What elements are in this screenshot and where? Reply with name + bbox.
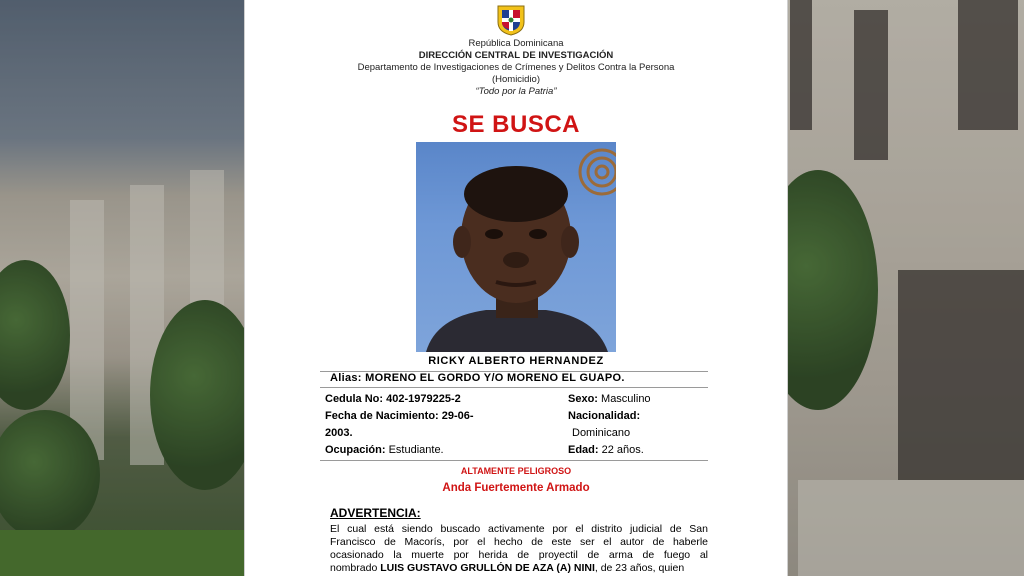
national-seal-icon	[494, 2, 528, 36]
danger-level: ALTAMENTE PELIGROSO	[460, 466, 572, 476]
birthdate-value: 29-06-	[441, 410, 474, 422]
alias-label: Alias:	[330, 372, 362, 384]
alias-value: MORENO EL GORDO Y/O MORENO EL GUAPO.	[365, 372, 625, 384]
advertencia-text-post: , de 23 años, quien	[594, 562, 685, 574]
sex-field	[568, 393, 651, 405]
suspect-photo	[416, 142, 616, 352]
header-agency: DIRECCIÓN CENTRAL DE INVESTIGACIÓN	[418, 50, 614, 61]
occupation-value: Estudiante.	[388, 444, 444, 456]
poster-title: SE BUSCA	[451, 111, 581, 138]
advertencia-text-pre: nombrado	[330, 562, 378, 574]
birthdate-year	[325, 427, 353, 439]
age-value: 22 años.	[601, 444, 644, 456]
divider	[320, 371, 708, 372]
header-department: Departamento de Investigaciones de Crímenes y Delitos Contra la Persona	[357, 62, 675, 73]
sex-value: Masculino	[601, 393, 651, 405]
nationality-value: Dominicano	[572, 427, 631, 439]
alias-row	[330, 372, 625, 384]
window	[854, 10, 888, 160]
header-division: (Homicidio)	[491, 74, 541, 85]
entrance-steps	[798, 480, 1024, 576]
background-photo-left	[0, 0, 244, 576]
building-pillar	[190, 170, 224, 470]
age-field	[568, 444, 644, 456]
divider	[320, 460, 708, 461]
birthdate-field	[325, 410, 474, 422]
suspect-name: RICKY ALBERTO HERNANDEZ	[428, 355, 604, 367]
suspect-portrait	[416, 142, 616, 352]
header-motto: “Todo por la Patria”	[475, 86, 557, 97]
window	[958, 0, 1018, 130]
advertencia-text-line: Francisco de Macorís, por el hecho de este ser el autor de haberle	[330, 536, 708, 548]
birthdate-label: Fecha de Nacimiento:	[325, 410, 439, 422]
divider	[320, 387, 708, 388]
cedula-field	[325, 393, 461, 405]
nationality-value-row	[572, 427, 630, 439]
background-photo-right	[788, 0, 1024, 576]
birthdate-value-cont: 2003.	[325, 427, 353, 439]
nationality-field	[568, 410, 640, 422]
cedula-label: Cedula No:	[325, 393, 384, 405]
header-country: República Dominicana	[468, 38, 564, 49]
advertencia-text-line	[330, 562, 708, 575]
occupation-field	[325, 444, 444, 456]
window	[790, 0, 812, 130]
palm-tree	[0, 260, 70, 410]
lawn	[0, 530, 244, 576]
nationality-label: Nacionalidad:	[568, 410, 641, 422]
cedula-value: 402-1979225-2	[386, 393, 461, 405]
tree	[150, 300, 244, 490]
armed-warning: Anda Fuertemente Armado	[442, 482, 590, 494]
entrance-gate	[898, 270, 1024, 480]
advertencia-text-line: ocasionado la muerte por herida de proyectil de arma de fuego al	[330, 549, 708, 561]
building-pillar	[130, 185, 164, 465]
victim-name: LUIS GUSTAVO GRULLÓN DE AZA (A) NINI	[380, 562, 595, 574]
occupation-label: Ocupación:	[325, 444, 386, 456]
advertencia-heading: ADVERTENCIA:	[330, 506, 421, 520]
sex-label: Sexo:	[568, 393, 598, 405]
age-label: Edad:	[568, 444, 599, 456]
shrub	[0, 410, 100, 540]
building-pillar	[70, 200, 104, 460]
advertencia-text-line: El cual está siendo buscado activamente por el distrito judicial de San	[330, 523, 708, 535]
tree	[788, 170, 878, 410]
